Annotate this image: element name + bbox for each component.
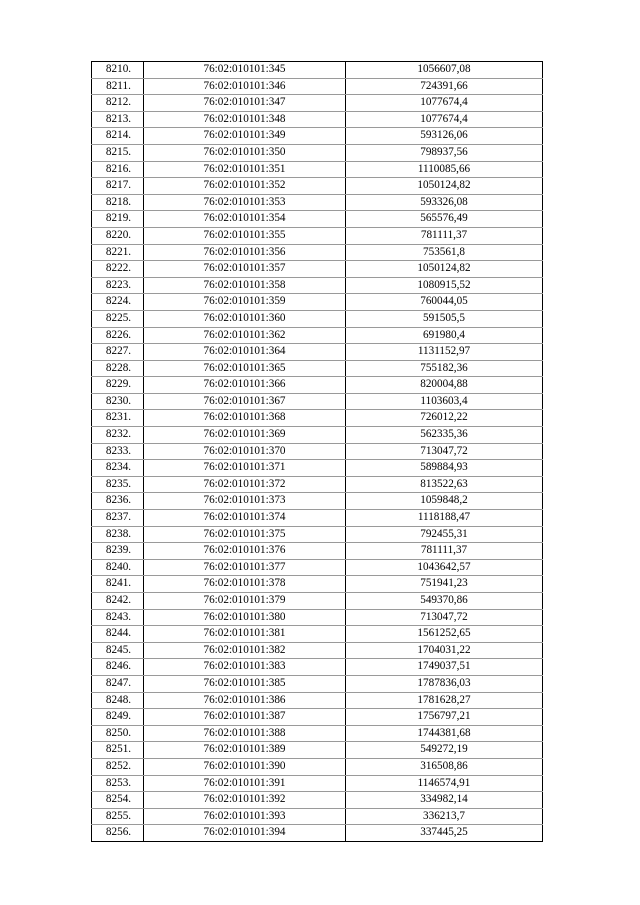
row-number-cell: 8228.	[92, 360, 144, 377]
table-row	[92, 377, 543, 394]
row-number-cell: 8247.	[92, 675, 144, 692]
cadastral-value-cell: 593126,06	[346, 128, 543, 145]
cadastral-value-cell: 336213,7	[346, 808, 543, 825]
row-number-cell: 8236.	[92, 493, 144, 510]
table-row	[92, 659, 543, 676]
table-row	[92, 675, 543, 692]
cadastral-number-cell: 76:02:010101:387	[144, 709, 346, 726]
table-row	[92, 360, 543, 377]
table-row	[92, 310, 543, 327]
cadastral-number-cell: 76:02:010101:381	[144, 626, 346, 643]
table-row	[92, 327, 543, 344]
cadastral-number-cell: 76:02:010101:362	[144, 327, 346, 344]
row-number-cell: 8239.	[92, 543, 144, 560]
row-number-cell: 8237.	[92, 510, 144, 527]
cadastral-number-cell: 76:02:010101:352	[144, 178, 346, 195]
row-number-cell: 8219.	[92, 211, 144, 228]
table-row	[92, 244, 543, 261]
table-row	[92, 510, 543, 527]
table-row	[92, 493, 543, 510]
cadastral-value-cell: 1056607,08	[346, 62, 543, 79]
cadastral-value-cell: 549370,86	[346, 593, 543, 610]
cadastral-value-cell: 1077674,4	[346, 95, 543, 112]
table-row	[92, 709, 543, 726]
row-number-cell: 8217.	[92, 178, 144, 195]
table-row	[92, 344, 543, 361]
row-number-cell: 8222.	[92, 261, 144, 278]
cadastral-number-cell: 76:02:010101:369	[144, 427, 346, 444]
cadastral-number-cell: 76:02:010101:379	[144, 593, 346, 610]
cadastral-number-cell: 76:02:010101:382	[144, 642, 346, 659]
table-row	[92, 443, 543, 460]
cadastral-value-cell: 798937,56	[346, 144, 543, 161]
row-number-cell: 8252.	[92, 758, 144, 775]
row-number-cell: 8242.	[92, 593, 144, 610]
cadastral-value-cell: 1744381,68	[346, 725, 543, 742]
table-row	[92, 294, 543, 311]
cadastral-value-cell: 1146574,91	[346, 775, 543, 792]
cadastral-number-cell: 76:02:010101:373	[144, 493, 346, 510]
row-number-cell: 8240.	[92, 559, 144, 576]
row-number-cell: 8218.	[92, 194, 144, 211]
cadastral-value-cell: 1110085,66	[346, 161, 543, 178]
cadastral-number-cell: 76:02:010101:365	[144, 360, 346, 377]
cadastral-number-cell: 76:02:010101:364	[144, 344, 346, 361]
table-row	[92, 593, 543, 610]
row-number-cell: 8254.	[92, 792, 144, 809]
table-row	[92, 825, 543, 842]
cadastral-number-cell: 76:02:010101:370	[144, 443, 346, 460]
cadastral-value-cell: 1050124,82	[346, 261, 543, 278]
table-row	[92, 758, 543, 775]
table-row	[92, 476, 543, 493]
row-number-cell: 8246.	[92, 659, 144, 676]
table-row	[92, 111, 543, 128]
cadastral-value-cell: 751941,23	[346, 576, 543, 593]
cadastral-value-cell: 724391,66	[346, 78, 543, 95]
cadastral-value-cell: 1756797,21	[346, 709, 543, 726]
cadastral-value-cell: 781111,37	[346, 227, 543, 244]
row-number-cell: 8215.	[92, 144, 144, 161]
row-number-cell: 8229.	[92, 377, 144, 394]
cadastral-value-cell: 813522,63	[346, 476, 543, 493]
cadastral-number-cell: 76:02:010101:349	[144, 128, 346, 145]
row-number-cell: 8230.	[92, 393, 144, 410]
cadastral-number-cell: 76:02:010101:371	[144, 460, 346, 477]
table-row	[92, 626, 543, 643]
table-row	[92, 792, 543, 809]
cadastral-number-cell: 76:02:010101:359	[144, 294, 346, 311]
row-number-cell: 8212.	[92, 95, 144, 112]
row-number-cell: 8255.	[92, 808, 144, 825]
table-row	[92, 692, 543, 709]
cadastral-number-cell: 76:02:010101:374	[144, 510, 346, 527]
row-number-cell: 8223.	[92, 277, 144, 294]
row-number-cell: 8243.	[92, 609, 144, 626]
cadastral-value-cell: 1704031,22	[346, 642, 543, 659]
cadastral-number-cell: 76:02:010101:377	[144, 559, 346, 576]
table-row	[92, 460, 543, 477]
table-body	[92, 62, 543, 842]
table-row	[92, 393, 543, 410]
cadastral-number-cell: 76:02:010101:392	[144, 792, 346, 809]
table-row	[92, 576, 543, 593]
table-row	[92, 808, 543, 825]
cadastral-number-cell: 76:02:010101:346	[144, 78, 346, 95]
cadastral-number-cell: 76:02:010101:380	[144, 609, 346, 626]
row-number-cell: 8227.	[92, 344, 144, 361]
cadastral-number-cell: 76:02:010101:391	[144, 775, 346, 792]
cadastral-value-cell: 565576,49	[346, 211, 543, 228]
cadastral-number-cell: 76:02:010101:345	[144, 62, 346, 79]
table-row	[92, 178, 543, 195]
table-row	[92, 526, 543, 543]
cadastral-number-cell: 76:02:010101:367	[144, 393, 346, 410]
cadastral-value-cell: 1050124,82	[346, 178, 543, 195]
table-row	[92, 427, 543, 444]
cadastral-number-cell: 76:02:010101:347	[144, 95, 346, 112]
cadastral-value-cell: 1103603,4	[346, 393, 543, 410]
row-number-cell: 8235.	[92, 476, 144, 493]
table-row	[92, 261, 543, 278]
cadastral-value-cell: 337445,25	[346, 825, 543, 842]
cadastral-number-cell: 76:02:010101:375	[144, 526, 346, 543]
row-number-cell: 8248.	[92, 692, 144, 709]
cadastral-value-cell: 792455,31	[346, 526, 543, 543]
cadastral-value-cell: 1118188,47	[346, 510, 543, 527]
cadastral-value-cell: 713047,72	[346, 443, 543, 460]
cadastral-value-table	[91, 61, 543, 842]
table-row	[92, 161, 543, 178]
cadastral-number-cell: 76:02:010101:351	[144, 161, 346, 178]
cadastral-number-cell: 76:02:010101:383	[144, 659, 346, 676]
cadastral-number-cell: 76:02:010101:358	[144, 277, 346, 294]
cadastral-number-cell: 76:02:010101:368	[144, 410, 346, 427]
cadastral-number-cell: 76:02:010101:360	[144, 310, 346, 327]
row-number-cell: 8234.	[92, 460, 144, 477]
table-row	[92, 194, 543, 211]
cadastral-number-cell: 76:02:010101:348	[144, 111, 346, 128]
table-row	[92, 62, 543, 79]
cadastral-number-cell: 76:02:010101:366	[144, 377, 346, 394]
row-number-cell: 8256.	[92, 825, 144, 842]
row-number-cell: 8232.	[92, 427, 144, 444]
row-number-cell: 8211.	[92, 78, 144, 95]
cadastral-value-cell: 1080915,52	[346, 277, 543, 294]
table-row	[92, 227, 543, 244]
cadastral-number-cell: 76:02:010101:350	[144, 144, 346, 161]
row-number-cell: 8250.	[92, 725, 144, 742]
cadastral-value-cell: 1561252,65	[346, 626, 543, 643]
table-row	[92, 775, 543, 792]
table-row	[92, 211, 543, 228]
table-row	[92, 78, 543, 95]
row-number-cell: 8214.	[92, 128, 144, 145]
cadastral-value-cell: 334982,14	[346, 792, 543, 809]
table-row	[92, 144, 543, 161]
cadastral-number-cell: 76:02:010101:389	[144, 742, 346, 759]
row-number-cell: 8216.	[92, 161, 144, 178]
cadastral-number-cell: 76:02:010101:353	[144, 194, 346, 211]
cadastral-value-cell: 316508,86	[346, 758, 543, 775]
table-row	[92, 725, 543, 742]
row-number-cell: 8244.	[92, 626, 144, 643]
cadastral-value-cell: 753561,8	[346, 244, 543, 261]
cadastral-value-cell: 589884,93	[346, 460, 543, 477]
cadastral-value-cell: 1787836,03	[346, 675, 543, 692]
cadastral-value-cell: 726012,22	[346, 410, 543, 427]
cadastral-value-cell: 1131152,97	[346, 344, 543, 361]
row-number-cell: 8221.	[92, 244, 144, 261]
cadastral-number-cell: 76:02:010101:390	[144, 758, 346, 775]
row-number-cell: 8225.	[92, 310, 144, 327]
cadastral-value-cell: 781111,37	[346, 543, 543, 560]
row-number-cell: 8210.	[92, 62, 144, 79]
row-number-cell: 8251.	[92, 742, 144, 759]
row-number-cell: 8224.	[92, 294, 144, 311]
cadastral-number-cell: 76:02:010101:388	[144, 725, 346, 742]
cadastral-value-cell: 755182,36	[346, 360, 543, 377]
table-row	[92, 742, 543, 759]
table-row	[92, 128, 543, 145]
cadastral-number-cell: 76:02:010101:356	[144, 244, 346, 261]
cadastral-value-cell: 1749037,51	[346, 659, 543, 676]
cadastral-value-cell: 760044,05	[346, 294, 543, 311]
cadastral-value-cell: 549272,19	[346, 742, 543, 759]
cadastral-value-cell: 593326,08	[346, 194, 543, 211]
row-number-cell: 8238.	[92, 526, 144, 543]
cadastral-value-cell: 820004,88	[346, 377, 543, 394]
table-row	[92, 543, 543, 560]
row-number-cell: 8220.	[92, 227, 144, 244]
table-row	[92, 609, 543, 626]
cadastral-number-cell: 76:02:010101:394	[144, 825, 346, 842]
cadastral-value-cell: 713047,72	[346, 609, 543, 626]
cadastral-value-cell: 691980,4	[346, 327, 543, 344]
table-row	[92, 559, 543, 576]
table-row	[92, 410, 543, 427]
cadastral-value-cell: 1077674,4	[346, 111, 543, 128]
cadastral-number-cell: 76:02:010101:354	[144, 211, 346, 228]
table-row	[92, 95, 543, 112]
cadastral-number-cell: 76:02:010101:357	[144, 261, 346, 278]
cadastral-number-cell: 76:02:010101:393	[144, 808, 346, 825]
row-number-cell: 8245.	[92, 642, 144, 659]
cadastral-number-cell: 76:02:010101:385	[144, 675, 346, 692]
cadastral-number-cell: 76:02:010101:355	[144, 227, 346, 244]
cadastral-value-cell: 591505,5	[346, 310, 543, 327]
table-row	[92, 277, 543, 294]
cadastral-value-cell: 562335,36	[346, 427, 543, 444]
cadastral-value-cell: 1043642,57	[346, 559, 543, 576]
row-number-cell: 8231.	[92, 410, 144, 427]
row-number-cell: 8253.	[92, 775, 144, 792]
cadastral-number-cell: 76:02:010101:378	[144, 576, 346, 593]
cadastral-number-cell: 76:02:010101:386	[144, 692, 346, 709]
cadastral-value-cell: 1781628,27	[346, 692, 543, 709]
cadastral-value-cell: 1059848,2	[346, 493, 543, 510]
table-row	[92, 642, 543, 659]
row-number-cell: 8213.	[92, 111, 144, 128]
row-number-cell: 8241.	[92, 576, 144, 593]
row-number-cell: 8226.	[92, 327, 144, 344]
row-number-cell: 8233.	[92, 443, 144, 460]
cadastral-number-cell: 76:02:010101:376	[144, 543, 346, 560]
row-number-cell: 8249.	[92, 709, 144, 726]
cadastral-number-cell: 76:02:010101:372	[144, 476, 346, 493]
